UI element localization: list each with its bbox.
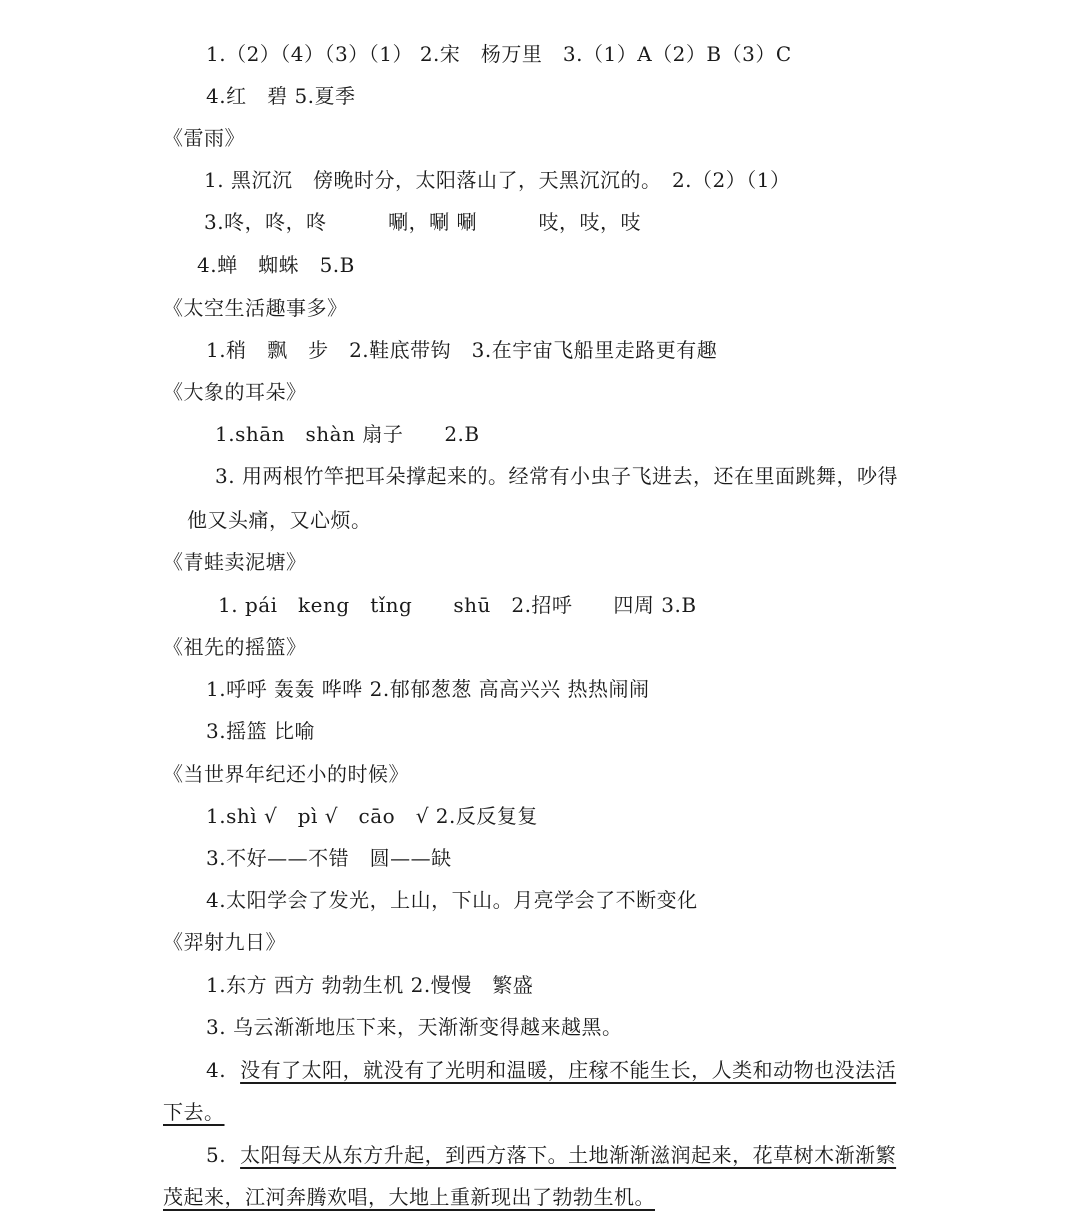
answer-line: 4.太阳学会了发光，上山，下山。月亮学会了不断变化 — [206, 888, 698, 912]
answer-line: 1.（2）（4）（3）（1） 2.宋 杨万里 3.（1）A（2）B（3）C — [206, 42, 792, 66]
answer-line: 1.shì √ pì √ cāo √ 2.反反复复 — [206, 804, 538, 828]
section-title: 《雷雨》 — [163, 126, 245, 150]
answer-line: 1. pái keng tǐng shū 2.招呼 四周 3.B — [218, 593, 697, 617]
answer-line: 4.蝉 蜘蛛 5.B — [197, 253, 355, 277]
answer-line: 1.shān shàn 扇子 2.B — [215, 422, 480, 446]
answer-line — [206, 1056, 896, 1084]
section-title: 《大象的耳朵》 — [163, 380, 307, 404]
section-title: 《青蛙卖泥塘》 — [163, 550, 307, 574]
answer-line: 1. 黑沉沉 傍晚时分，太阳落山了，天黑沉沉的。 2.（2）（1） — [204, 168, 791, 192]
underlined-answer: 茂起来，江河奔腾欢唱，大地上重新现出了勃勃生机。 — [163, 1185, 655, 1209]
answer-line — [206, 1141, 896, 1169]
answer-line: 3. 乌云渐渐地压下来，天渐渐变得越来越黑。 — [206, 1015, 623, 1039]
answer-line: 1.东方 西方 勃勃生机 2.慢慢 繁盛 — [206, 973, 534, 997]
section-title: 《羿射九日》 — [163, 930, 286, 954]
answer-line: 3.摇篮 比喻 — [206, 719, 315, 743]
item-number: 4. — [206, 1058, 227, 1082]
item-number: 5. — [206, 1143, 227, 1167]
section-title: 《当世界年纪还小的时候》 — [163, 762, 409, 786]
answer-line: 3.不好——不错 圆——缺 — [206, 846, 452, 870]
section-title: 《太空生活趣事多》 — [163, 296, 348, 320]
underlined-answer: 没有了太阳，就没有了光明和温暖，庄稼不能生长，人类和动物也没法活 — [240, 1058, 897, 1082]
underlined-answer: 下去。 — [163, 1100, 225, 1124]
answer-line: 3.咚，咚，咚 唰，唰 唰 吱，吱，吱 — [204, 210, 641, 234]
answer-line: 3. 用两根竹竿把耳朵撑起来的。经常有小虫子飞进去，还在里面跳舞，吵得 — [215, 464, 898, 488]
answer-line: 1.稍 飘 步 2.鞋底带钩 3.在宇宙飞船里走路更有趣 — [206, 338, 718, 362]
answer-line: 4.红 碧 5.夏季 — [206, 84, 356, 108]
answer-line: 他又头痛，又心烦。 — [187, 508, 372, 532]
answer-line: 1.呼呼 轰轰 哗哗 2.郁郁葱葱 高高兴兴 热热闹闹 — [206, 677, 650, 701]
underlined-answer: 太阳每天从东方升起，到西方落下。土地渐渐滋润起来，花草树木渐渐繁 — [240, 1143, 897, 1167]
section-title: 《祖先的摇篮》 — [163, 635, 307, 659]
